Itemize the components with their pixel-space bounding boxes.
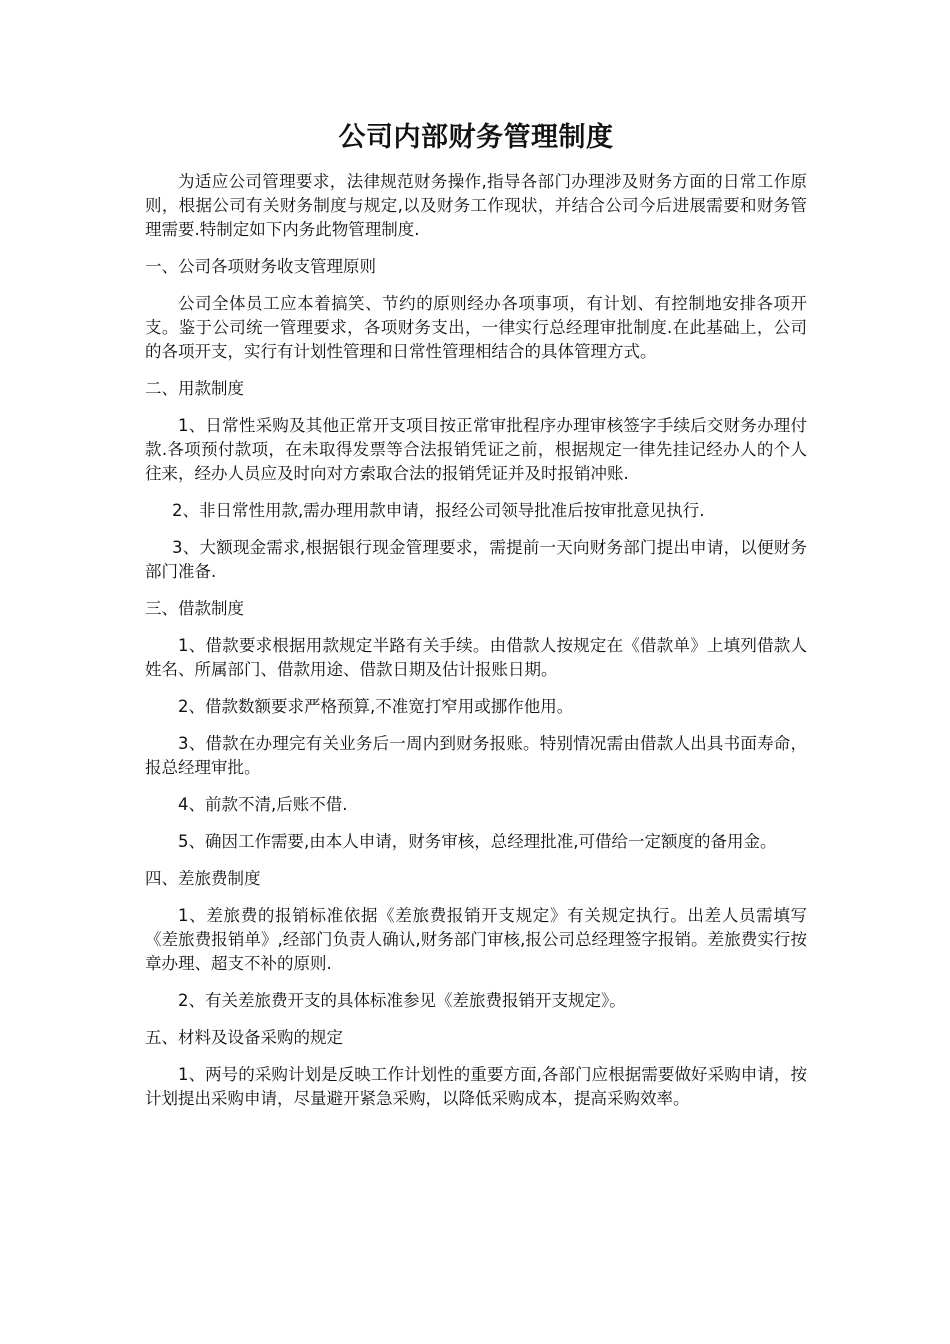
document-title: 公司内部财务管理制度 (338, 122, 614, 153)
section-4 (145, 867, 807, 1013)
section-paragraph: 3、大额现金需求,根据银行现金管理要求，需提前一天向财务部门提出申请，以便财务部门准备. (145, 538, 807, 581)
intro-paragraph: 为适应公司管理要求，法律规范财务操作,指导各部门办理涉及财务方面的日常工作原则，根据公司有关财务制度与规定,以及财务工作现状，并结合公司今后进展需要和财务管理需要.特制定如下内务此物管理制度. (145, 172, 807, 239)
section-paragraph: 1、差旅费的报销标准依据《差旅费报销开支规定》有关规定执行。出差人员需填写《差旅费报销单》,经部门负责人确认,财务部门审核,报公司总经理签字报销。差旅费实行按章办理、超支不补的原则. (145, 906, 807, 973)
section-2 (145, 377, 807, 584)
section-5 (145, 1026, 807, 1111)
section-heading: 四、差旅费制度 (145, 869, 261, 888)
section-paragraph: 2、借款数额要求严格预算,不准宽打窄用或挪作他用。 (178, 697, 574, 716)
section-heading: 一、公司各项财务收支管理原则 (145, 257, 376, 276)
section-paragraph: 2、有关差旅费开支的具体标准参见《差旅费报销开支规定》。 (178, 991, 626, 1010)
section-1 (145, 255, 807, 364)
section-paragraph: 2、非日常性用款,需办理用款申请，报经公司领导批准后按审批意见执行. (172, 501, 705, 520)
section-paragraph: 5、确因工作需要,由本人申请，财务审核，总经理批准,可借给一定额度的备用金。 (178, 832, 777, 851)
section-paragraph: 公司全体员工应本着搞笑、节约的原则经办各项事项，有计划、有控制地安排各项开支。鉴于公司统一管理要求，各项财务支出，一律实行总经理审批制度.在此基础上，公司的各项开支，实行有计划性管理和日常性管理相结合的具体管理方式。 (145, 294, 807, 361)
section-paragraph: 1、两号的采购计划是反映工作计划性的重要方面,各部门应根据需要做好采购申请，按计划提出采购申请，尽量避开紧急采购，以降低采购成本，提高采购效率。 (145, 1065, 807, 1108)
section-heading: 三、借款制度 (145, 599, 244, 618)
section-paragraph: 3、借款在办理完有关业务后一周内到财务报账。特别情况需由借款人出具书面寿命，报总经理审批。 (145, 734, 807, 777)
section-3 (145, 597, 807, 854)
section-paragraph: 4、前款不清,后账不借. (178, 795, 348, 814)
document-page (145, 118, 807, 1124)
section-heading: 二、用款制度 (145, 379, 244, 398)
section-paragraph: 1、日常性采购及其他正常开支项目按正常审批程序办理审核签字手续后交财务办理付款.各项预付款项，在未取得发票等合法报销凭证之前，根据规定一律先挂记经办人的个人往来，经办人员应及时向对方索取合法的报销凭证并及时报销冲账. (145, 416, 807, 483)
section-paragraph: 1、借款要求根据用款规定半路有关手续。由借款人按规定在《借款单》上填列借款人姓名、所属部门、借款用途、借款日期及估计报账日期。 (145, 636, 807, 679)
section-heading: 五、材料及设备采购的规定 (145, 1028, 343, 1047)
